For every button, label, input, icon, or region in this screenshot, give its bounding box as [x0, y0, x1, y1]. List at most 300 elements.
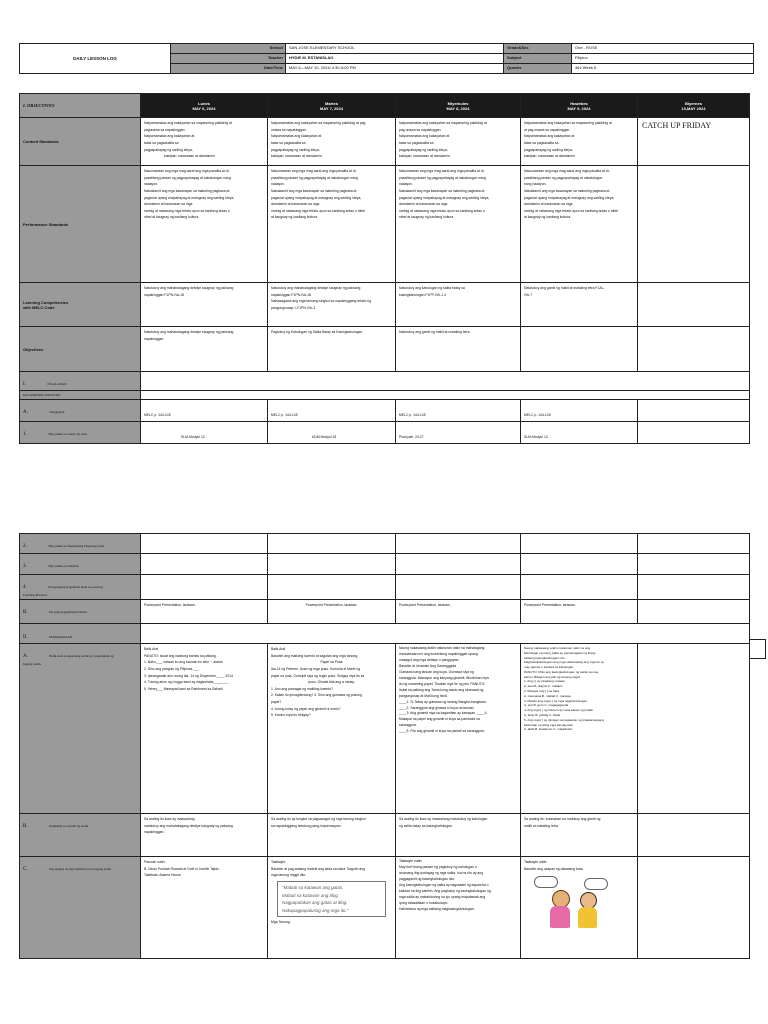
- section-label: Balik-Aral sa nakaraang aralin at/o pagsisimula ng: [49, 654, 114, 658]
- cell-line: pasalitang paraan ng pagpapahayag at nakatutugon nang: [271, 175, 358, 180]
- cell-line: PANUTO: Piliin ang kasingkahulugan ng salita na may: [524, 669, 599, 674]
- competency-cell: [521, 283, 638, 327]
- performance-standards-cell: [396, 166, 521, 283]
- cell-line: PANUTO: Isulat ang wastong bantas sa patlang.: [144, 653, 217, 658]
- cell-line: naaayon.: [399, 182, 413, 187]
- cell-line: kaisipan, karanasan at damdamin: [399, 154, 450, 159]
- cell-line: Naisakamit ang mga kasanayan sa mabuting pagbasa at: [524, 188, 610, 193]
- cell-line: 4. Ang mga [ ] ng tinuturo ay nasa kakao ng pulatk.: [524, 708, 594, 713]
- cell-line: narinig at nabasang mga teksto ayon sa kanilang antas o: [399, 208, 485, 213]
- cell-line: ____1. Si Tabay ay gumawa ng lanang Bangka-bangkaan.: [399, 699, 487, 704]
- empty-cell: [268, 554, 396, 575]
- cell-line: maunawaan mo ang kuwentong napakinggan upang: [399, 651, 478, 656]
- cell-line: Naipamamalas ang kakayahan at: [399, 134, 450, 139]
- cell-line: Sa araling ito ay tungkol sa pagsasagot ng mga tanong tungkol: [271, 817, 366, 821]
- section-label: Mga pahina sa Teksbuk: [48, 564, 79, 568]
- empty-cell: [638, 166, 750, 283]
- cell-line: damdamin at karanasan sa mga: [524, 202, 573, 207]
- cell-line: 1. Ano ang pamagat ng maikling kwento?: [271, 686, 334, 691]
- section-label: Karagdagang Kagamitan mula sa portal ng: [48, 585, 103, 589]
- header-title: DAILY LESSON LOG: [20, 44, 171, 74]
- sanggunian-cell: MELC p. 144-145: [521, 400, 638, 422]
- cell-line: Nauunawaan ang mga mag-aaral ang mga pasalita at di-: [399, 169, 485, 173]
- cell-line: saranggola. Mawayon ang kanyang ginamit. Binotuhan niya: [399, 675, 489, 680]
- cell-line: ____2. Saranggola ang ginawa ni kuya na lanuan.: [399, 705, 475, 710]
- content-standards-label: Content Standards: [20, 118, 141, 166]
- cell-line: napakinggan.: [144, 830, 165, 835]
- nilalaman-content: [141, 372, 750, 391]
- cell-line: Naipamamalas ang kakayahan sa mapanuring pakikinig at: [144, 121, 232, 125]
- performance-standards-cell: [141, 166, 268, 283]
- grade-label: Grade&Sec: [504, 44, 572, 54]
- day-header-tuesday: [268, 94, 396, 118]
- cell-line: narinig at nabasang mga teksto ayon sa kanilang antas o: [144, 208, 230, 213]
- cell-line: Naipamamalas ang kakayahan at: [271, 134, 322, 139]
- school-label: School: [171, 44, 286, 54]
- cell-line: 5. Ang mga [ ] ay ipinigay sa pagkatuto ng pinakamasyang: [524, 717, 604, 722]
- objective-cell: [521, 327, 638, 372]
- cell-line: Natutukoy ang mahahalagang detalye kaugnay ng paksang: [271, 286, 361, 290]
- cell-line: anumang ibig ipahayag ng mga salita. Isa na rito ay ang: [399, 870, 484, 875]
- day-date: 10,MAY 2024: [681, 105, 706, 111]
- day-date: MAY 8, 2024: [446, 105, 470, 111]
- iba-pang-label: [20, 600, 141, 624]
- paghahabi-label: [20, 814, 141, 857]
- cell-line: damdamin at karanasan sa mga: [144, 202, 193, 207]
- empty-cell: [638, 422, 750, 444]
- performance-standards-cell: [521, 166, 638, 283]
- kagamitan-label: KAGAMITANG PANTURO: [20, 391, 141, 400]
- cell-line: pagsulat upang maipahayag at maiugnay ang sariling ideya,: [399, 195, 490, 200]
- cell-line: Mga Tanong:: [271, 920, 291, 925]
- performance-standards-label: Performance Standards: [20, 166, 141, 283]
- cell-line: 2. Kailan ito ipinagdiriwang? 3. Sino ang gumawa ng pusong: [271, 693, 362, 698]
- catch-up-cell: [638, 118, 750, 166]
- day-header-friday: [638, 94, 750, 118]
- subject-label: Subject: [504, 54, 572, 64]
- cell-line: Balik Aral: [271, 647, 286, 651]
- cell-line: Pagtukoy ng Kahulugan ng Salita Batay sa Kasingkahulugan: [271, 330, 363, 334]
- cell-line: 4. Tuwing anos ng Linggo kami ay nagsisimba________: [144, 680, 229, 685]
- cell-line: paggagamit ng kasingkahulugan nito.: [399, 876, 456, 881]
- cell-line: kalimutan ng ating mga kamag-aral.: [524, 722, 574, 727]
- cell-line: naaayon.: [144, 182, 158, 187]
- section-label: Mga pahina sa Kagamitang Pang-mag-aaral: [48, 544, 105, 548]
- iba-pang-cell: Powerpoint Presentation, larawan,: [396, 600, 521, 624]
- cell-line: kaisipan, karanasan at damdamin: [271, 154, 322, 159]
- reading-passage-box: [277, 881, 386, 918]
- empty-cell: [521, 554, 638, 575]
- cell-line: Gumawa kang lanuan ang kuya. Gumawa siya ng: [399, 669, 474, 674]
- cell-line: Basahin at pag-aralang mabuti ang akda sa baba. Sagutin ang: [271, 866, 366, 871]
- cell-line: .: [271, 830, 272, 835]
- cell-line: A. maunawa B. mabait C. masaya: [524, 693, 571, 698]
- cell-line: Halimbawa ng mga salitang magkasingkahulugan:: [399, 906, 475, 911]
- cell-line: narinig at nabasang mga teksto ayon sa kanilang antas o ntbel: [524, 208, 619, 213]
- cell-line: A. pult B. guro C. magagaganda: [524, 703, 569, 708]
- competency-cell: [268, 283, 396, 327]
- catch-up-friday: CATCH UP FRIDAY: [642, 121, 712, 130]
- label-line: with MELC Code: [23, 304, 55, 310]
- cell-line: pagunawa sa napakinggan.: [144, 127, 186, 132]
- cell-line: pasalitang paraan ng pagpapahayag at nakatutugon nang: [144, 175, 231, 180]
- cell-line: 2. Sino ang pangulo ng Pilipinas ___: [144, 666, 200, 671]
- cell-line: Sa araling ito ikaw ay inaasahang matutukoy ng kahulugan: [399, 817, 488, 821]
- cell-line: pangungusap at Mali kung hindi.: [399, 693, 448, 698]
- cell-line: damdamin at karanasan sa mga: [271, 202, 320, 207]
- gabay-cell: SLM-Modyul 12: [141, 422, 268, 444]
- cell-line: Naisakamit ang mga kasanayan sa mabuting pagbasa at: [144, 188, 230, 193]
- two-children-talking-illustration: [524, 874, 634, 936]
- cell-line: kaisipan, karanasan at damdamin: [164, 154, 215, 159]
- passage-line: Nakapagpapalusog ang mga ito.": [282, 907, 349, 913]
- cell-line: Naisakamit ang mga kasanayan sa mabuting pagbasa at: [399, 188, 485, 193]
- cell-line: ntbel at kaugnay ng kanilang kultura.: [144, 215, 200, 220]
- cell-line: A. aklat B. kwaderno C. matalinabu: [524, 727, 573, 732]
- iba-pang-cell: Powerpoint Presentation, larawan,: [268, 600, 396, 624]
- speech-bubble-icon: [534, 876, 558, 888]
- empty-cell: [638, 857, 750, 959]
- cell-line: ____3. Ang ginamit niya sa kagamitan ay kawayan. ____4.: [399, 711, 488, 716]
- cell-line: may parehe o katulad na kahulugan.: [524, 665, 575, 670]
- cell-line: Naipamamalas ang kakayahan sa mapanuring pakikinig at pag: [271, 121, 366, 125]
- cell-line: kaisipan, karanasan at damdamin: [524, 154, 575, 159]
- empty-cell: [638, 600, 750, 624]
- cell-line: Talakayin natin:: [399, 859, 423, 863]
- section-label: PAMAMARAAN: [49, 634, 73, 639]
- cell-line: Nauunawaan ang mga mag-aaral ang mga pasalita at di-: [524, 169, 610, 173]
- cell-line: Ang kasingkahulugan ng salita ay nagsasabi ng kapareha o: [399, 882, 489, 887]
- kagamitan-content: [141, 391, 750, 400]
- subject-value: Filipino: [572, 54, 754, 64]
- cell-line: 5. Kanino niya ito binigay?: [271, 713, 311, 718]
- objective-cell: [141, 327, 268, 372]
- learning-competencies-label: [20, 283, 141, 327]
- cell-line: puso. Ginulat bila ang a nanay.: [308, 680, 355, 685]
- day-name: Martes: [325, 100, 338, 106]
- day-name: Miyerkules: [447, 100, 469, 106]
- iba-pang-cell: Powerpoint Presentation, larawan,: [141, 600, 268, 624]
- cell-line: narinig at nabasang mga teksto ayon sa kanilang antas o ntbel: [271, 208, 366, 213]
- pag-uugnay-day1: [141, 857, 268, 959]
- cell-line: 3. Ipinanganak ako noong ika- 14 ng Disyembre,____ 2014: [144, 673, 233, 678]
- balik-aral-label: [20, 644, 141, 814]
- cell-line: Naong nakasaang aralin natutunan natin na ang: [524, 646, 591, 650]
- cell-line: sa napakinggang tekstong pang-impormasyon.: [271, 823, 342, 828]
- section-letter: C.: [23, 867, 28, 872]
- cell-line: Balik Aral: [144, 647, 159, 651]
- cell-line: Natutukoy ang gamit ng maliit at malaking letra.: [399, 330, 471, 334]
- section-letter: A.: [23, 410, 28, 415]
- lesson-table-page2: [19, 533, 750, 959]
- cell-line: pasalitang paraan ng pagpapahayag at nakatutugon: [524, 175, 603, 180]
- cell-line: Isulat sa patlang ang Tama kung wasto ang sinasaad ng: [399, 687, 484, 692]
- cell-line: Naipamamalas ang kakayahan sa mapanuring pakikinig at: [399, 121, 487, 125]
- cell-line: napakinggan: [144, 336, 164, 341]
- empty-cell: [638, 283, 750, 327]
- content-standards-cell: [268, 118, 396, 166]
- empty-cell: [638, 644, 750, 814]
- cell-line: kasingkahulugan F1PP-IVb-1.4: [399, 292, 446, 297]
- empty-cell: [268, 534, 396, 554]
- gabay-cell: ADM-Modyul 18: [268, 422, 396, 444]
- empty-cell: [141, 554, 268, 575]
- cell-line: Magbasinkahukugan ang mga salita kapag ang mga ito ay: [524, 660, 604, 665]
- cell-line: Talakayin:: [271, 860, 287, 864]
- cell-line: IVb-7: [524, 292, 533, 297]
- cell-line: Basahin ang maikling kwento at sagutan ang mga tanong.: [271, 653, 359, 658]
- objectives-label: Objectives: [20, 327, 141, 372]
- section-label: Iba pang Kagamitang Panturo: [49, 610, 88, 614]
- cell-line: mga salita ay makatutulong sa iyo upang mapalawak ang: [399, 894, 486, 899]
- objective-cell: [268, 327, 396, 372]
- cell-line: pag unawa sa napakinggan.: [399, 127, 442, 132]
- pamamaraan-content: [141, 624, 750, 644]
- cell-line: Naipamamalas ang kakayahan at: [144, 134, 195, 139]
- gabay-label: [20, 422, 141, 444]
- cell-line: kahon. Bilugan ang titik ng tamang sagot.: [524, 674, 581, 679]
- section-label: Pag-uugnay ng mga halimbawa sa bagong aralin.: [49, 867, 112, 871]
- cell-line: A. titser B. guhitig C. kilala: [524, 712, 561, 717]
- empty-cell: [638, 575, 750, 600]
- cell-line: pangunguusap. LF1PN-IVb-3: [271, 305, 316, 310]
- sanggunian-cell: MELC p. 144-145: [268, 400, 396, 422]
- cell-line: 2. Masaya ang [ ] na bata.: [524, 689, 560, 694]
- objective-cell: [396, 327, 521, 372]
- objectives-heading: I. OBJECTIVES: [20, 94, 141, 118]
- cell-line: Pasuuin natin:: [144, 860, 166, 864]
- empty-cell: [638, 400, 750, 422]
- day-header-wednesday: [396, 94, 521, 118]
- cell-line: ____5. Pisi ang ginamit ni kuya na pantali sa saranggola.: [399, 729, 485, 734]
- cell-line: Naipamamalas ang kakayahan at: [524, 134, 575, 139]
- cell-line: damdamin at karanasan sa mga: [399, 202, 448, 207]
- empty-cell: [268, 575, 396, 600]
- cell-line: at pag unawa sa napakinggan.: [524, 127, 571, 132]
- cell-line: pagpapahayag ng sariling ideya,: [524, 147, 573, 152]
- cell-line: 1. Naku,___ naiwan ko ang baunan ko sitio' ~ aralan: [144, 660, 223, 665]
- cell-line: at kaugnay ng kanilang kultura.: [524, 215, 571, 220]
- paghahabi-cell: [141, 814, 268, 857]
- section-label: Sanggunian: [49, 410, 65, 414]
- cell-line: Ika-14 ng Pebrero. Araw ng mga puso. Kumuha si Mario ng: [271, 666, 361, 671]
- date-value: MAY 6—MAY 10, 2024/ 4:30-5:00 PM: [286, 64, 504, 74]
- section-label-2: Learning Resource: [23, 593, 48, 597]
- section-label: Paghahabi sa layunin ng aralin: [49, 824, 89, 828]
- gabay-cell: SLM-Modyul 13: [521, 422, 638, 444]
- cell-line: tatas sa pagsasalita sa: [271, 140, 306, 145]
- nilalaman-label: [20, 372, 141, 391]
- section-label: NILALAMAN: [47, 382, 67, 386]
- balik-aral-day2: [268, 644, 396, 814]
- cell-line: ntbel at kaugnay ng kanilang kultura.: [399, 215, 455, 220]
- cell-line: Papel na Pusa: [320, 660, 343, 665]
- cell-line: 1. Ang [ ] ay pinakang mataas.: [524, 679, 566, 684]
- empty-cell: [521, 534, 638, 554]
- empty-cell: [141, 575, 268, 600]
- cell-line: papel na pula. Gumupit siya ng hugis puso. Sinigay niya ito sa: [271, 673, 365, 678]
- kagamitang-mag-aaral-label: [20, 534, 141, 554]
- passage-line: Mabuti sa katawan ang itlog.: [282, 892, 340, 898]
- cell-line: kahulugan ng isang salita ay pamamagitan ng ibang: [524, 650, 596, 655]
- section-letter: A.: [23, 654, 28, 659]
- day-header-monday: [141, 94, 268, 118]
- sanggunian-cell: MELC p. 144-145: [141, 400, 268, 422]
- cell-line: tatas sa pagsasalita sa: [144, 140, 179, 145]
- cell-line: Natutukoy ang gamit ng maliit at malaking letra F1AL-: [524, 286, 605, 290]
- header-table: [19, 43, 754, 74]
- cell-line: pagpapahayag ng sariling ideya,: [399, 147, 448, 152]
- cell-line: Naong nakasaang aralin natutunan natin na mahalagang: [399, 646, 485, 650]
- cell-line: maliit at malaking letra.: [524, 823, 559, 828]
- empty-cell: [396, 554, 521, 575]
- cell-line: Naipamamalas ang kakayahan sa mapanuring pakikinig at: [524, 121, 612, 125]
- section-letter: 2.: [23, 544, 27, 549]
- cell-line: May iba't ibang paraan ng pagtukoy ng kahulugan o: [399, 864, 477, 869]
- section-letter: B.: [23, 610, 28, 615]
- school-value: SAN JOSE ELEMENTARY SCHOOL: [286, 44, 504, 54]
- cell-line: saranggola.: [399, 723, 417, 728]
- cell-line: katulad na ibig sabihin. Ang pagtukoy ng kasingkahulugan ng: [399, 888, 491, 893]
- cell-line: ng salita batay sa kasingkahulugan.: [399, 823, 453, 828]
- cell-line: 5. Yehey___ Mamayat kami sa Rainforest sa Sabadi: [144, 686, 223, 691]
- empty-cell: [638, 814, 750, 857]
- cell-line: tatas sa pagsasalita sa: [524, 140, 559, 145]
- cell-line: Naisasagawa ang mga tamang tungkol sa napakinggang teksto ng: [271, 299, 372, 304]
- cell-line: unawa sa napakinggan.: [271, 127, 307, 132]
- teacher-value: HYDIE M. ESTANISLAO: [286, 54, 504, 64]
- paghahabi-cell: [521, 814, 638, 857]
- day-date: MAY 6, 2024: [192, 105, 216, 111]
- performance-standards-cell: [268, 166, 396, 283]
- speech-bubble-icon: [584, 878, 608, 890]
- sanggunian-label: [20, 400, 141, 422]
- day-date: MAY 9, 2024: [567, 105, 591, 111]
- competency-cell: [141, 283, 268, 327]
- day-name: Biyernes: [685, 100, 702, 106]
- karagdagang-label: [20, 575, 141, 600]
- date-label: Date/Time: [171, 64, 286, 74]
- balik-aral-day1: [141, 644, 268, 814]
- pamamaraan-overflow-cell: [749, 639, 766, 659]
- cell-line: Sa araling ito, inaasahan na matukoy ang gamit ng: [524, 817, 601, 821]
- grade-value: One - ROSE: [572, 44, 754, 54]
- content-standards-cell: [521, 118, 638, 166]
- pamamaraan-label: [20, 624, 141, 644]
- cell-line: A. asul B. ikaputi C. malalim: [524, 684, 563, 689]
- passage-line: "Mabuti sa katawan ang gatas.: [282, 884, 344, 890]
- cell-line: pagsulat upang maipahayag at maiugnay ang sariling ideya,: [271, 195, 362, 200]
- empty-cell: [396, 575, 521, 600]
- day-name: Lunes: [198, 100, 210, 106]
- cell-line: salitang kasingkahulugan nito.: [524, 655, 566, 660]
- cell-line: Natutukoy ang mahahalagang detalye kaugnay ng paksang: [144, 286, 234, 290]
- quarter-value: 4th/ Week 6: [572, 64, 754, 74]
- iba-pang-cell: Powerpoint Presentation, larawan,: [521, 600, 638, 624]
- cell-line: tatas sa pagsasalita sa: [399, 140, 434, 145]
- cell-line: mga tanong ringgil dito.: [271, 873, 307, 878]
- content-standards-cell: [396, 118, 521, 166]
- cell-line: masagot ang mga detalye o pangyayari.: [399, 657, 460, 662]
- balik-aral-day4: [521, 644, 638, 814]
- empty-cell: [638, 554, 750, 575]
- cell-line: Basahin at Unawain Ang Sarangggola: [399, 663, 457, 668]
- label-line: Learning Competencies: [23, 299, 69, 305]
- pag-uugnay-day2: [268, 857, 396, 959]
- girl-dress-icon: [550, 906, 570, 928]
- day-date: MAY 7, 2024: [320, 105, 343, 111]
- day-header-thursday: [521, 94, 638, 118]
- cell-line: B. Dindo Puridab Ruanda at Gutil ni Jomilie Tajido: [144, 866, 219, 871]
- paghahabi-cell: [396, 814, 521, 857]
- cell-line: Nauunawaan ang mga mag-aaral ang mga pasalita at di-: [271, 169, 357, 173]
- empty-cell: [521, 575, 638, 600]
- cell-line: 4. Anong kulay ng papel ang ginamit ni mario?: [271, 706, 341, 711]
- pag-uugnay-label: [20, 857, 141, 959]
- empty-cell: [638, 534, 750, 554]
- cell-line: napakinggan F1PN-IVa-18: [271, 292, 311, 297]
- cell-line: pasalitang paraan ng pagpapahayag at nakatutugon nang: [399, 175, 486, 180]
- cell-line: Naisakamit ang mga kasanayan sa mabuting pagbasa at: [271, 188, 357, 193]
- teacher-label: Teacher: [171, 54, 286, 64]
- content-standards-cell: [141, 118, 268, 166]
- day-name: Huwebes: [570, 100, 588, 106]
- cell-line: Talathala: Adama House: [144, 873, 181, 878]
- cell-line: nang naaayon.: [524, 182, 547, 187]
- empty-cell: [141, 534, 268, 554]
- paghahabi-cell: [268, 814, 396, 857]
- cell-line: naaayon.: [271, 182, 285, 187]
- cell-line: iyong talasalitaan o bokabularyo.: [399, 900, 449, 905]
- cell-line: natutukoy ang mahahalagang detalye kaugnay ng paksang: [144, 823, 233, 828]
- cell-line: 3. Mabait ang mga [ ] sa mga nagkukunangan.: [524, 698, 588, 703]
- pag-uugnay-day3: [396, 857, 521, 959]
- cell-line: pagpapahayag ng sariling ideya,: [144, 147, 193, 152]
- passage-line: Nagpapalakas ang gatas at itlog.: [282, 900, 348, 906]
- section-letter: I.: [23, 382, 26, 387]
- pag-uugnay-day4: [521, 857, 638, 959]
- section-letter: 3.: [23, 564, 27, 569]
- cell-line: at kaugnay ng kanilang kultura.: [271, 215, 318, 220]
- section-label-2: bagong aralin.: [23, 662, 42, 666]
- empty-cell: [396, 534, 521, 554]
- section-letter: B.: [23, 824, 28, 829]
- balik-aral-day3: [396, 644, 521, 814]
- cell-line: Nauunawaan ang mga mag-aaral ang mga pasalita at di-: [144, 169, 230, 173]
- cell-line: Sa araling ito ikaw ay inaasahang: [144, 817, 195, 821]
- cell-line: Makapal na papel ang ginamit ni kuya sa pambalot sa: [399, 717, 480, 722]
- cell-line: pagsulat upang maipahayag at maiugnay ang sariling ideya,: [524, 195, 615, 200]
- section-letter: 1.: [23, 432, 27, 437]
- section-letter: 4.: [23, 585, 27, 590]
- lesson-table-page1: [19, 93, 750, 444]
- cell-line: pagpapahayag ng sariling ideya,: [271, 147, 320, 152]
- section-label: Mga pahina sa Gabay ng Guro: [48, 432, 88, 436]
- cell-line: napakinggan F1PN-IVa-18: [144, 292, 184, 297]
- section-letter: II.: [23, 634, 28, 640]
- cell-line: papel?: [271, 700, 282, 705]
- gabay-cell: Pivot pah. 24-27: [396, 422, 521, 444]
- cell-line: ito ng maraming papel. Tinalian niya ito ng pisi. PANUTO:: [399, 681, 486, 686]
- cell-line: Talakayin natin:: [524, 860, 548, 864]
- quarter-label: Quarter: [504, 64, 572, 74]
- boy-shirt-icon: [578, 907, 597, 928]
- cell-line: Natutukoy ang mahahalagang detalye kaugnay ng paksang: [144, 330, 234, 334]
- competency-cell: [396, 283, 521, 327]
- cell-line: Natutukoy ang kahulugan ng salita batay sa: [399, 286, 465, 290]
- empty-cell: [638, 327, 750, 372]
- sanggunian-cell: MELC p. 144-145: [396, 400, 521, 422]
